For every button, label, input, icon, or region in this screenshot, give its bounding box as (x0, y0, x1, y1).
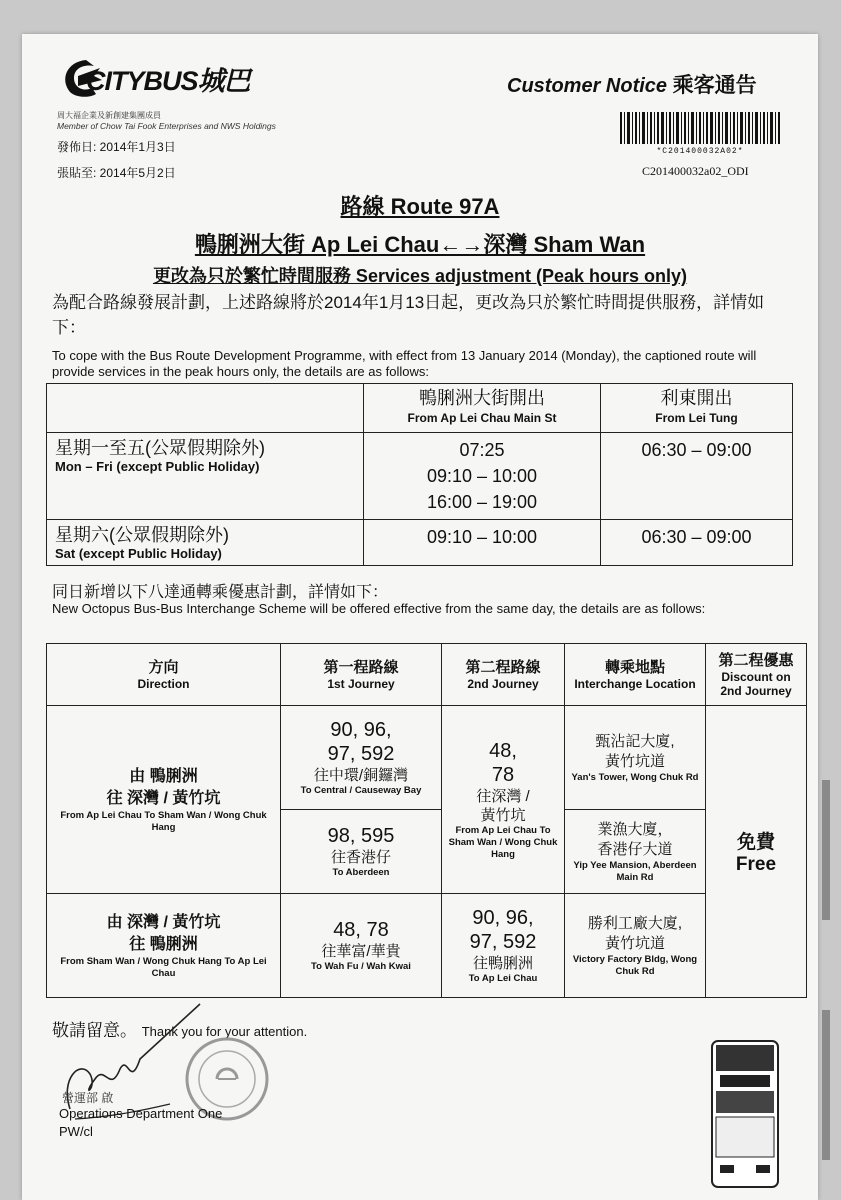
intro-en: To cope with the Bus Route Development Programme, with effect from 13 January 2014 (Monday), the captioned route will provide services in the peak hours only, the details are as follows: (52, 348, 757, 379)
location-zh: 業漁大廈， (597, 820, 673, 838)
brand-name: CITYBUS城巴 (86, 66, 250, 96)
schedule-table (46, 383, 793, 566)
route-numbers: 97, 592 (469, 931, 537, 953)
direction-cell (47, 894, 281, 998)
department-en: Operations Department One (59, 1106, 223, 1121)
day-zh: 星期六(公眾假期除外) (55, 525, 229, 545)
direction-zh: 由 深灣 / 黃竹坑 (106, 913, 221, 931)
location-en: Yan's Tower, Wong Chuk Rd (571, 771, 699, 783)
header-second-journey (442, 644, 565, 706)
route-numbers: 98, 595 (327, 825, 395, 847)
direction-en: From Ap Lei Chau To Sham Wan / Wong Chuk Hang (60, 809, 267, 833)
bus-icon (710, 1039, 780, 1189)
col2-zh: 利東開出 (660, 388, 733, 408)
header-j1-en: 1st Journey (327, 676, 395, 691)
header-direction (47, 644, 281, 706)
member-en: Member of Chow Tai Fook Enterprises and NWS Holdings (57, 121, 276, 131)
location-cell (565, 810, 706, 894)
adjustment-title: 更改為只於繁忙時間服務 Services adjustment (Peak hours only) (152, 266, 688, 286)
location-zh: 黃竹坑道 (604, 934, 665, 952)
discount-cell (706, 706, 807, 998)
location-cell (565, 706, 706, 810)
destination-en: To Ap Lei Chau (468, 973, 538, 984)
destination-en: To Aberdeen (332, 867, 390, 878)
department-zh: 營運部 啟 (62, 1091, 114, 1105)
page-edge-mark (822, 780, 830, 920)
location-en: Victory Factory Bldg, Wong Chuk Rd (572, 953, 698, 977)
destination-en: From Ap Lei Chau To Sham Wan / Wong Chuk Hang (448, 824, 558, 860)
route-title: 路線 Route 97A (340, 194, 500, 219)
route-numbers: 78 (491, 763, 515, 786)
times-cell (364, 433, 601, 520)
time-value: 09:10 – 10:00 (426, 466, 538, 486)
location-cell (565, 894, 706, 998)
direction-en: From Sham Wan / Wong Chuk Hang To Ap Lei Chau (60, 955, 267, 979)
route-numbers: 48, (489, 739, 517, 762)
destination-zh: 往華富/華貴 (321, 943, 401, 960)
table-row (47, 433, 793, 520)
header-direction-en: Direction (137, 676, 190, 691)
destination-zh: 往深灣 / (476, 787, 530, 805)
destination-zh: 往鴨脷洲 (472, 955, 533, 972)
header-j2-zh: 第二程路線 (465, 658, 541, 676)
member-zh: 周大福企業及新創建集團成員 (57, 111, 161, 120)
times-cell (601, 433, 793, 520)
header-direction-zh: 方向 (148, 658, 179, 676)
col1-en: From Ap Lei Chau Main St (407, 411, 557, 425)
direction-zh: 由 鴨脷洲 (129, 767, 198, 785)
schedule-header-empty (47, 384, 364, 433)
time-value: 06:30 – 09:00 (641, 440, 752, 460)
direction-zh: 往 深灣 / 黃竹坑 (106, 789, 221, 807)
location-zh: 黃竹坑道 (604, 752, 665, 770)
route-numbers: 48, 78 (333, 919, 389, 941)
intro-zh: 為配合路線發展計劃，上述路線將於2014年1月13日起，更改為只於繁忙時間提供服務，詳情如下： (52, 293, 765, 337)
day-en: Sat (except Public Holiday) (55, 546, 222, 561)
day-zh: 星期一至五(公眾假期除外) (55, 438, 265, 458)
time-value: 09:10 – 10:00 (426, 527, 538, 547)
barcode-text: *C201400032A02* (656, 147, 744, 156)
destination-en: To Central / Causeway Bay (300, 785, 422, 796)
times-cell (601, 520, 793, 566)
table-row (47, 706, 807, 810)
day-en: Mon – Fri (except Public Holiday) (55, 459, 260, 474)
header-j2-en: 2nd Journey (467, 676, 539, 691)
free-zh: 免費 (736, 832, 775, 853)
location-zh: 勝利工廠大廈, (587, 914, 683, 932)
thanks-zh: 敬請留意。 (52, 1021, 137, 1040)
schedule-header-col1 (364, 384, 601, 433)
notice-title (507, 69, 757, 99)
day-cell (47, 433, 364, 520)
barcode-icon (620, 112, 780, 144)
location-zh: 香港仔大道 (597, 840, 673, 858)
header-disc-en: Discount on 2nd Journey (720, 669, 792, 698)
header-disc-zh: 第二程優惠 (718, 651, 794, 669)
header-discount (706, 644, 807, 706)
reference-initials: PW/cl (59, 1124, 93, 1139)
thanks-en: Thank you for your attention. (141, 1024, 308, 1039)
free-en: Free (735, 854, 777, 875)
destination-zh: 往香港仔 (330, 849, 391, 866)
post-until: 張貼至: 2014年5月2日 (57, 166, 176, 180)
time-value: 06:30 – 09:00 (641, 527, 752, 547)
header-loc-en: Interchange Location (574, 676, 696, 691)
destination-zh: 黃竹坑 (480, 806, 526, 824)
first-journey-cell (281, 894, 442, 998)
route-direction: 鴨脷洲大街 Ap Lei Chau←→深灣 Sham Wan (194, 232, 646, 257)
col2-en: From Lei Tung (655, 411, 738, 425)
route-numbers: 90, 96, (472, 907, 534, 929)
header-loc-zh: 轉乘地點 (604, 658, 665, 676)
first-journey-cell (281, 706, 442, 810)
interchange-table (46, 643, 807, 998)
second-journey-cell (442, 894, 565, 998)
col1-zh: 鴨脷洲大街開出 (419, 388, 545, 408)
destination-zh: 往中環/銅鑼灣 (313, 767, 409, 784)
time-value: 16:00 – 19:00 (426, 492, 538, 512)
interchange-intro-zh: 同日新增以下八達通轉乘優惠計劃，詳情如下： (52, 584, 389, 601)
times-cell (364, 520, 601, 566)
notice-title-en: Customer Notice (507, 75, 668, 97)
day-cell (47, 520, 364, 566)
second-journey-cell (442, 706, 565, 894)
notice-title-zh: 乘客通告 (672, 74, 757, 97)
location-en: Yip Yee Mansion, Aberdeen Main Rd (573, 859, 697, 883)
issue-date: 發佈日: 2014年1月3日 (57, 140, 176, 154)
page-edge-mark (822, 1010, 830, 1160)
header-location (565, 644, 706, 706)
table-row (47, 894, 807, 998)
direction-cell (47, 706, 281, 894)
first-journey-cell (281, 810, 442, 894)
destination-en: To Wah Fu / Wah Kwai (311, 961, 411, 972)
location-zh: 甄沾記大廈, (595, 732, 675, 750)
interchange-intro-en: New Octopus Bus-Bus Interchange Scheme will be offered effective from the same day, the details are as follows: (52, 601, 706, 616)
reference-code: C201400032a02_ODI (642, 164, 749, 178)
table-row (47, 520, 793, 566)
time-value: 07:25 (459, 440, 505, 460)
schedule-header-col2 (601, 384, 793, 433)
header-j1-zh: 第一程路線 (323, 658, 399, 676)
route-numbers: 97, 592 (327, 743, 395, 765)
route-numbers: 90, 96, (330, 719, 392, 741)
header-first-journey (281, 644, 442, 706)
notice-paper (22, 34, 818, 1200)
direction-zh: 往 鴨脷洲 (129, 935, 198, 953)
